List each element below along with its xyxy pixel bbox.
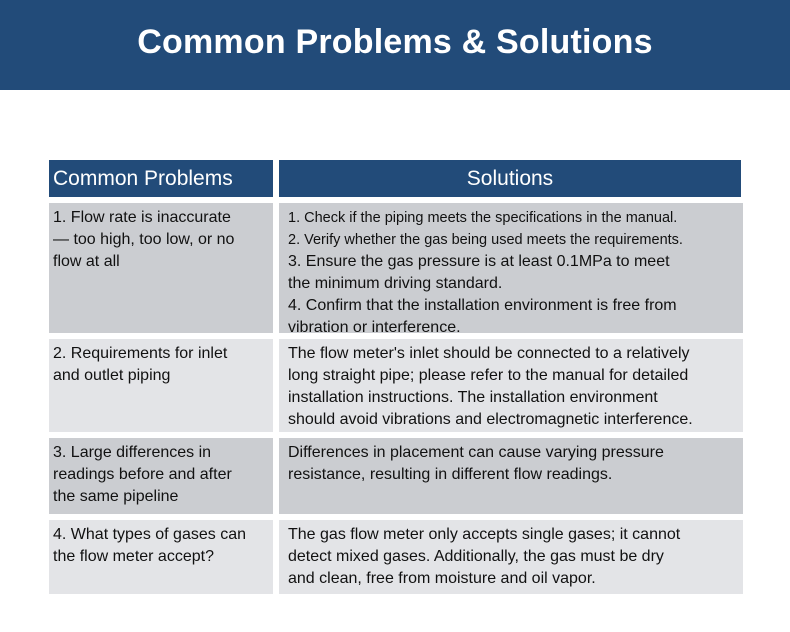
problem-line: readings before and after bbox=[53, 466, 232, 483]
problem-line: 2. Requirements for inlet bbox=[53, 345, 228, 362]
problem-line: the same pipeline bbox=[53, 488, 179, 505]
solution-line: The gas flow meter only accepts single gases; it cannot bbox=[288, 526, 681, 543]
problem-line: 4. What types of gases can bbox=[53, 526, 246, 543]
solution-line: resistance, resulting in different flow readings. bbox=[288, 466, 613, 483]
problem-cell-4 bbox=[49, 520, 273, 594]
problem-cell-1 bbox=[49, 203, 273, 333]
solution-line: installation instructions. The installation environment bbox=[288, 389, 658, 406]
problem-line: 3. Large differences in bbox=[53, 444, 212, 461]
solution-line: 2. Verify whether the gas being used meets the requirements. bbox=[288, 232, 683, 248]
solution-line: and clean, free from moisture and oil vapor. bbox=[288, 570, 596, 587]
problem-line: — too high, too low, or no bbox=[53, 231, 235, 248]
solution-line: should avoid vibrations and electromagnetic interference. bbox=[288, 411, 693, 428]
problem-cell-2 bbox=[49, 339, 273, 432]
solution-line: detect mixed gases. Additionally, the gas must be dry bbox=[288, 548, 664, 565]
solution-line: vibration or interference. bbox=[288, 319, 461, 333]
solution-line: 1. Check if the piping meets the specifications in the manual. bbox=[288, 210, 678, 226]
solution-line: 4. Confirm that the installation environment is free from bbox=[288, 297, 677, 314]
solution-line: the minimum driving standard. bbox=[288, 275, 503, 292]
problem-line: and outlet piping bbox=[53, 367, 171, 384]
solution-cell-4 bbox=[279, 520, 743, 594]
solution-cell-3 bbox=[279, 438, 743, 514]
solution-line: The flow meter's inlet should be connected to a relatively bbox=[288, 345, 690, 362]
solution-cell-1 bbox=[279, 203, 743, 333]
page-header bbox=[0, 0, 790, 90]
solution-line: long straight pipe; please refer to the manual for detailed bbox=[288, 367, 689, 384]
page-title: Common Problems & Solutions bbox=[137, 22, 653, 61]
problem-line: flow at all bbox=[53, 253, 120, 270]
problem-line: the flow meter accept? bbox=[53, 548, 214, 565]
solution-cell-2 bbox=[279, 339, 743, 432]
column-header-solutions: Solutions bbox=[279, 160, 741, 197]
problem-cell-3 bbox=[49, 438, 273, 514]
problem-line: 1. Flow rate is inaccurate bbox=[53, 209, 231, 226]
solution-line: Differences in placement can cause varying pressure bbox=[288, 444, 664, 461]
column-header-problems: Common Problems bbox=[49, 160, 273, 197]
solution-line: 3. Ensure the gas pressure is at least 0.1MPa to meet bbox=[288, 253, 670, 270]
